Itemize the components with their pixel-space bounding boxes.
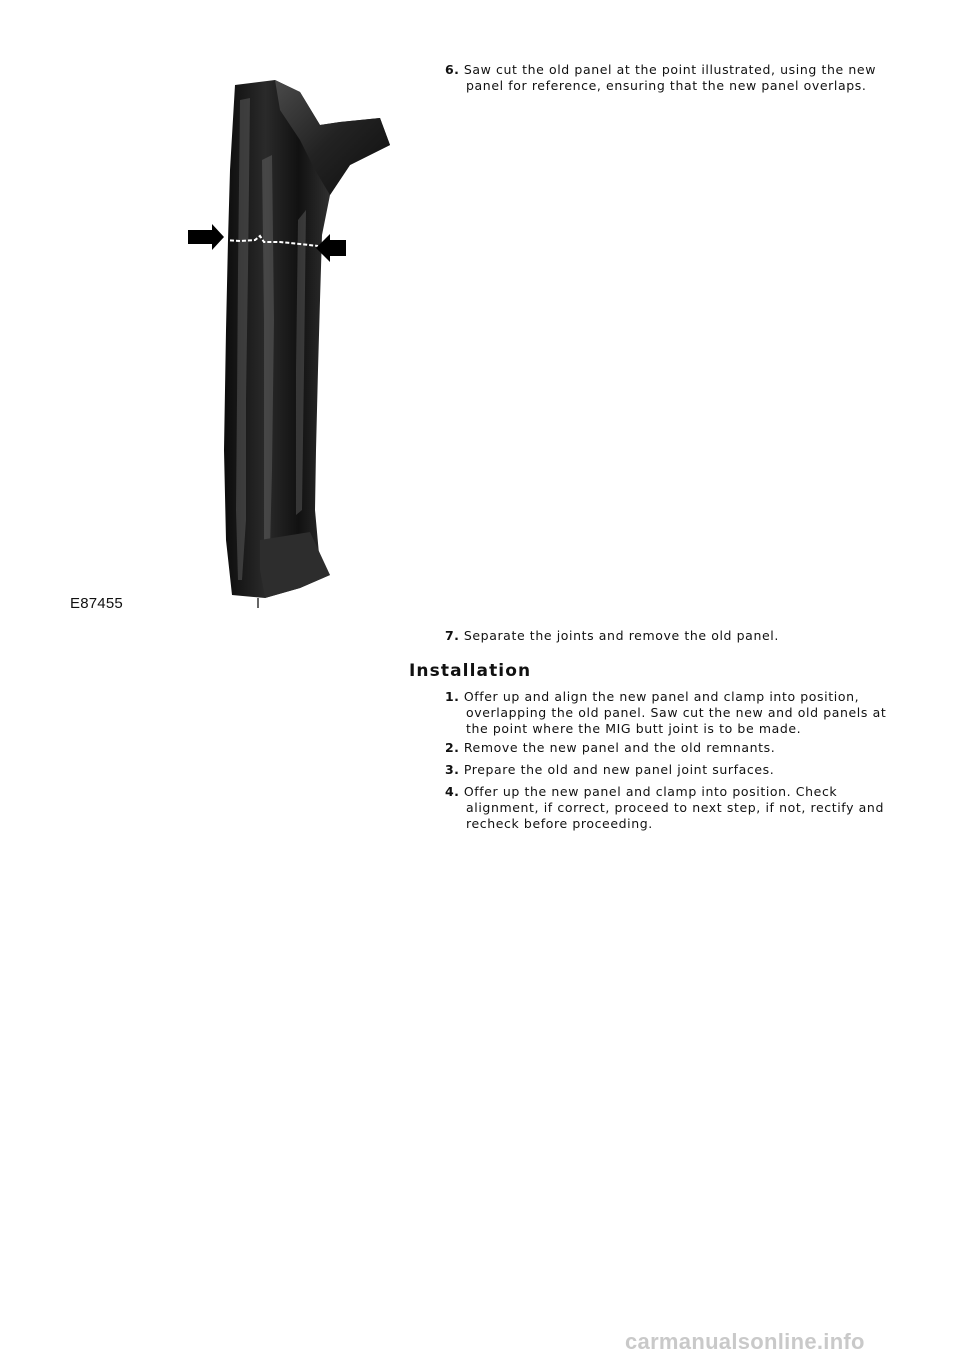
step-text: Saw cut the old panel at the point illustrated, using the new panel for reference, ensuring that the new panel overlaps. — [463, 62, 877, 93]
step-number: 2. — [445, 740, 460, 755]
figure-id: E87455 — [70, 595, 123, 612]
step-text: Offer up the new panel and clamp into position. Check alignment, if correct, proceed to next step, if not, rectify and recheck before proceeding. — [463, 784, 884, 831]
step-number: 6. — [445, 62, 460, 77]
removal-step-7 — [445, 628, 896, 644]
step-text: Prepare the old and new panel joint surfaces. — [463, 762, 775, 777]
pillar-foot — [260, 532, 330, 598]
step-number: 7. — [445, 628, 460, 643]
installation-step-1 — [445, 689, 896, 737]
installation-step-2 — [445, 740, 896, 756]
step-number: 4. — [445, 784, 460, 799]
section-heading-installation: Installation — [409, 661, 532, 681]
watermark: carmanualsonline.info — [625, 1329, 865, 1354]
installation-step-3 — [445, 762, 896, 778]
step-text: Separate the joints and remove the old panel. — [463, 628, 779, 643]
step-number: 3. — [445, 762, 460, 777]
removal-step-6 — [445, 62, 896, 94]
step-number: 1. — [445, 689, 460, 704]
left-arrow-icon — [188, 224, 224, 250]
installation-step-4 — [445, 784, 896, 832]
step-text: Remove the new panel and the old remnants. — [463, 740, 776, 755]
step-text: Offer up and align the new panel and clamp into position, overlapping the old panel. Saw cut the new and old panels at the point where the MIG butt joint is to be made. — [463, 689, 887, 736]
panel-illustration — [180, 70, 410, 610]
